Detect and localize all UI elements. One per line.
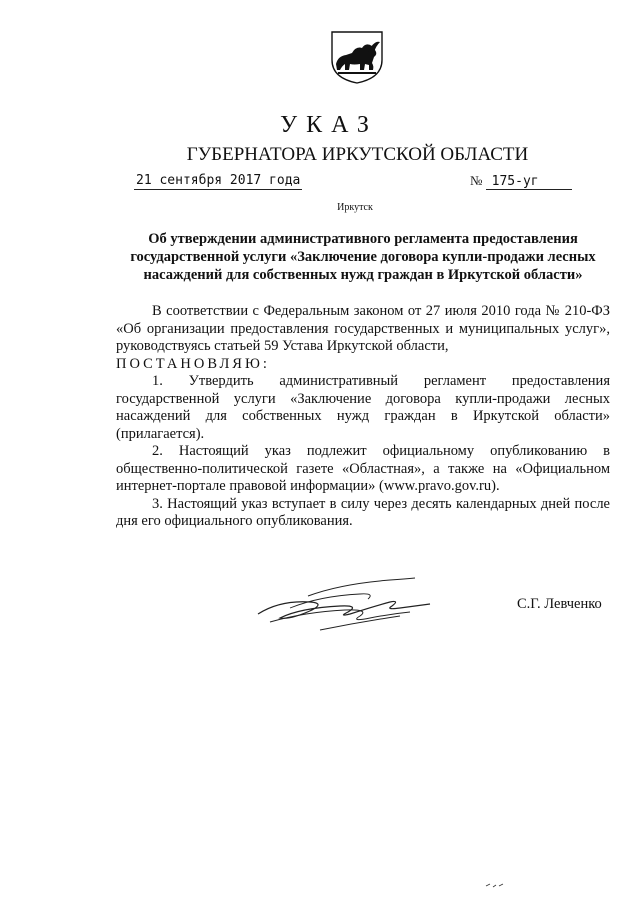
item-paragraph-1: 1. Утвердить административный регламент предоставления государственной услуги «Заключение договора купли-продажи лесных насаждений для собственных нужд граждан в Иркутской области» (прилагается). — [116, 373, 610, 442]
decree-subtitle: ГУБЕРНАТОРА ИРКУТСКОЙ ОБЛАСТИ — [186, 144, 529, 165]
signer-name: С.Г. Левченко — [517, 596, 602, 612]
decree-number — [470, 173, 572, 190]
item-paragraph-3: 3. Настоящий указ вступает в силу через десять календарных дней после дня его официального опубликования. — [116, 495, 610, 529]
decree-body — [116, 303, 610, 531]
decree-heading: Об утверждении административного регламента предоставления государственной услуги «Заключение договора купли-продажи лесных насаждений для собственных нужд граждан в Иркутской области» — [130, 231, 596, 283]
number-prefix: № — [470, 173, 483, 188]
coat-of-arms-icon — [328, 30, 386, 84]
scan-mark-icon — [484, 880, 506, 890]
decree-title: УКАЗ — [280, 112, 378, 138]
number-value: 175-уг — [486, 174, 572, 190]
preamble-paragraph: В соответствии с Федеральным законом от 27 июля 2010 года № 210-ФЗ «Об организации предоставления государственных и муниципальных услуг», руководствуясь статьей 59 Устава Иркутской области, — [116, 303, 610, 354]
date-value: 21 сентября 2017 года — [136, 173, 301, 188]
resolve-word: ПОСТАНОВЛЯЮ: — [116, 355, 270, 372]
item-paragraph-2: 2. Настоящий указ подлежит официальному опубликованию в общественно-политической газете «Областная», а также на «Официальном интернет-портале правовой информации» (www.pravo.gov.ru). — [116, 443, 610, 494]
decree-date — [134, 173, 302, 190]
handwritten-signature-icon — [250, 572, 435, 642]
decree-city: Иркутск — [337, 202, 373, 213]
